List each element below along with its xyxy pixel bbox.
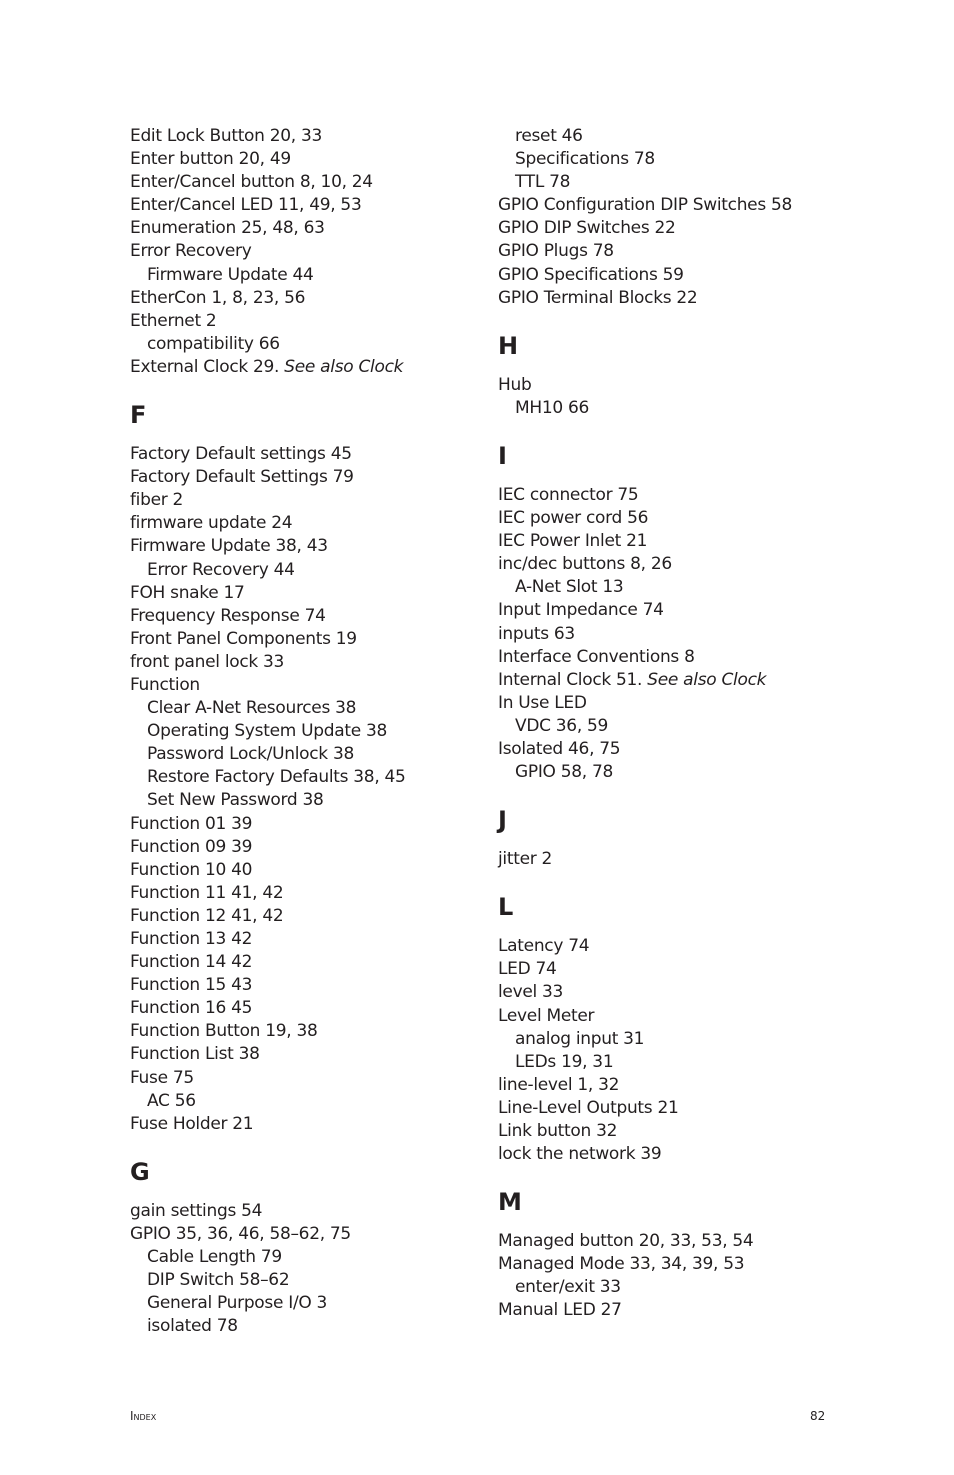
index-section-heading: J xyxy=(498,806,507,835)
entry-text: Input Impedance 74 xyxy=(498,600,664,621)
index-section-heading: H xyxy=(498,331,519,360)
entry-text: External Clock 29. xyxy=(130,356,285,377)
entry-text: GPIO DIP Switches 22 xyxy=(498,218,676,239)
index-entry xyxy=(130,974,460,997)
index-subentry xyxy=(498,761,918,784)
entry-text: Function 16 45 xyxy=(130,998,253,1019)
entry-text: GPIO Specifications 59 xyxy=(498,264,684,285)
entry-text: Internal Clock 51. xyxy=(498,669,648,690)
entry-text: Managed Mode 33, 34, 39, 53 xyxy=(498,1254,745,1275)
index-subentry xyxy=(130,1246,460,1269)
entry-text: AC 56 xyxy=(147,1090,196,1111)
index-entry xyxy=(130,466,460,489)
entry-text: Restore Factory Defaults 38, 45 xyxy=(147,767,406,788)
entry-text: Clear A-Net Resources 38 xyxy=(147,698,357,719)
index-entry xyxy=(130,674,460,697)
entry-text: compatibility 66 xyxy=(147,333,280,354)
entry-text: analog input 31 xyxy=(515,1028,645,1049)
index-entry xyxy=(130,148,460,171)
entry-text: Error Recovery 44 xyxy=(147,559,295,580)
index-subentry xyxy=(498,148,918,171)
index-section-heading: F xyxy=(130,401,147,430)
index-entry xyxy=(498,1253,918,1276)
index-section-heading: L xyxy=(498,893,514,922)
index-subentry xyxy=(130,766,460,789)
entry-text: lock the network 39 xyxy=(498,1144,662,1165)
index-entry xyxy=(130,605,460,628)
entry-text: Enter button 20, 49 xyxy=(130,149,291,170)
index-entry xyxy=(130,997,460,1020)
entry-text: Function 01 39 xyxy=(130,813,253,834)
index-entry xyxy=(498,1074,918,1097)
entry-text: Password Lock/Unlock 38 xyxy=(147,744,354,765)
index-subentry xyxy=(498,1028,918,1051)
index-subentry xyxy=(130,1269,460,1292)
index-section-heading: G xyxy=(130,1157,150,1186)
index-entry xyxy=(498,1299,918,1322)
entry-text: Error Recovery xyxy=(130,241,252,262)
entry-text: A-Net Slot 13 xyxy=(515,577,624,598)
index-entry xyxy=(498,264,918,287)
index-entry xyxy=(130,836,460,859)
index-entry xyxy=(498,194,918,217)
index-entry xyxy=(498,848,918,871)
index-entry xyxy=(130,489,460,512)
index-entry xyxy=(130,125,460,148)
footer-section-label: Index xyxy=(130,1409,157,1423)
entry-text: Function Button 19, 38 xyxy=(130,1021,318,1042)
index-entry xyxy=(498,1120,918,1143)
index-subentry xyxy=(498,171,918,194)
entry-text: Managed button 20, 33, 53, 54 xyxy=(498,1231,754,1252)
index-entry xyxy=(130,951,460,974)
index-entry xyxy=(498,217,918,240)
index-entry xyxy=(130,240,460,263)
index-entry xyxy=(130,905,460,928)
index-subentry xyxy=(130,264,460,287)
index-entry xyxy=(130,1020,460,1043)
index-entry xyxy=(498,553,918,576)
entry-text: inc/dec buttons 8, 26 xyxy=(498,554,672,575)
entry-text: isolated 78 xyxy=(147,1316,238,1337)
index-subentry xyxy=(498,576,918,599)
entry-text: Hub xyxy=(498,374,532,395)
entry-text: Specifications 78 xyxy=(515,149,655,170)
entry-text: EtherCon 1, 8, 23, 56 xyxy=(130,287,306,308)
entry-text: front panel lock 33 xyxy=(130,651,285,672)
index-subentry xyxy=(498,1276,918,1299)
entry-text: MH10 66 xyxy=(515,397,590,418)
index-entry xyxy=(498,1005,918,1028)
index-subentry xyxy=(130,1292,460,1315)
index-subentry xyxy=(130,1090,460,1113)
entry-text: General Purpose I/O 3 xyxy=(147,1293,328,1314)
index-entry xyxy=(498,981,918,1004)
entry-text: line-level 1, 32 xyxy=(498,1074,620,1095)
index-entry xyxy=(130,535,460,558)
entry-text: Isolated 46, 75 xyxy=(498,738,621,759)
entry-text: Edit Lock Button 20, 33 xyxy=(130,126,323,146)
index-subentry xyxy=(130,559,460,582)
index-entry xyxy=(130,1200,460,1223)
page-number: 82 xyxy=(810,1409,826,1423)
entry-text: Factory Default Settings 79 xyxy=(130,467,354,488)
entry-text: GPIO Plugs 78 xyxy=(498,241,614,262)
index-entry xyxy=(130,813,460,836)
entry-text: GPIO Terminal Blocks 22 xyxy=(498,287,698,308)
index-subentry xyxy=(130,1315,460,1338)
entry-text: IEC power cord 56 xyxy=(498,508,649,529)
entry-text: Enter/Cancel LED 11, 49, 53 xyxy=(130,195,362,216)
index-subentry xyxy=(130,720,460,743)
entry-text: Fuse 75 xyxy=(130,1067,194,1088)
see-also-reference: See also Clock xyxy=(647,669,767,690)
entry-text: Function 14 42 xyxy=(130,952,253,973)
index-entry xyxy=(498,958,918,981)
entry-text: FOH snake 17 xyxy=(130,582,245,603)
index-entry xyxy=(130,171,460,194)
entry-text: Line-Level Outputs 21 xyxy=(498,1097,679,1118)
index-column-left xyxy=(130,125,460,1338)
entry-text: TTL 78 xyxy=(515,172,571,193)
index-entry xyxy=(130,1067,460,1090)
entry-text: Ethernet 2 xyxy=(130,310,217,331)
entry-text: level 33 xyxy=(498,982,564,1003)
index-entry xyxy=(130,512,460,535)
entry-text: IEC connector 75 xyxy=(498,484,639,505)
index-entry xyxy=(130,928,460,951)
entry-text: GPIO Configuration DIP Switches 58 xyxy=(498,195,793,216)
index-section-heading: I xyxy=(498,441,507,470)
index-entry xyxy=(130,287,460,310)
index-entry xyxy=(130,859,460,882)
see-also-reference: See also Clock xyxy=(284,356,404,377)
entry-text: IEC Power Inlet 21 xyxy=(498,531,648,552)
entry-text: inputs 63 xyxy=(498,623,575,644)
entry-text: Function 12 41, 42 xyxy=(130,905,284,926)
index-subentry xyxy=(498,397,918,420)
index-subentry xyxy=(130,697,460,720)
index-entry xyxy=(130,582,460,605)
index-entry xyxy=(498,484,918,507)
entry-text: jitter 2 xyxy=(498,849,553,870)
entry-text: Level Meter xyxy=(498,1005,595,1026)
entry-text: Link button 32 xyxy=(498,1121,618,1141)
entry-text: Function List 38 xyxy=(130,1044,260,1065)
index-subentry xyxy=(498,1051,918,1074)
entry-text: Fuse Holder 21 xyxy=(130,1113,254,1134)
entry-text: Firmware Update 44 xyxy=(147,264,314,285)
entry-text: Function 11 41, 42 xyxy=(130,882,284,903)
index-entry xyxy=(498,1097,918,1120)
index-entry xyxy=(498,374,918,397)
index-entry xyxy=(498,1230,918,1253)
index-subentry xyxy=(498,715,918,738)
index-section-heading: M xyxy=(498,1188,522,1217)
entry-text: Enter/Cancel button 8, 10, 24 xyxy=(130,172,373,193)
index-entry xyxy=(498,738,918,761)
index-entry xyxy=(498,935,918,958)
entry-text: reset 46 xyxy=(515,126,583,146)
index-entry xyxy=(498,692,918,715)
index-entry xyxy=(130,194,460,217)
index-entry xyxy=(130,651,460,674)
entry-text: firmware update 24 xyxy=(130,513,293,534)
index-entry xyxy=(498,623,918,646)
entry-text: Firmware Update 38, 43 xyxy=(130,536,328,557)
entry-text: Enumeration 25, 48, 63 xyxy=(130,218,325,239)
index-entry xyxy=(498,240,918,263)
entry-text: Function 09 39 xyxy=(130,836,253,857)
entry-text: Function 10 40 xyxy=(130,859,253,880)
index-entry xyxy=(498,1143,918,1166)
entry-text: GPIO 35, 36, 46, 58–62, 75 xyxy=(130,1223,351,1244)
index-entry xyxy=(498,599,918,622)
index-subentry xyxy=(130,333,460,356)
index-entry xyxy=(130,1113,460,1136)
index-column-right xyxy=(498,125,918,1323)
entry-text: Function xyxy=(130,674,200,695)
index-subentry xyxy=(498,125,918,148)
entry-text: In Use LED xyxy=(498,692,587,713)
entry-text: Function 15 43 xyxy=(130,975,253,996)
index-entry xyxy=(498,530,918,553)
entry-text: Interface Conventions 8 xyxy=(498,646,695,667)
index-entry xyxy=(498,287,918,310)
index-entry xyxy=(130,1223,460,1246)
index-entry xyxy=(130,882,460,905)
entry-text: Factory Default settings 45 xyxy=(130,444,352,465)
entry-text: GPIO 58, 78 xyxy=(515,762,613,783)
index-entry xyxy=(498,507,918,530)
index-entry xyxy=(130,628,460,651)
entry-text: LEDs 19, 31 xyxy=(515,1051,614,1072)
entry-text: Front Panel Components 19 xyxy=(130,628,357,649)
entry-text: fiber 2 xyxy=(130,490,184,511)
index-subentry xyxy=(130,743,460,766)
entry-text: VDC 36, 59 xyxy=(515,715,609,736)
entry-text: LED 74 xyxy=(498,959,557,980)
entry-text: Manual LED 27 xyxy=(498,1300,622,1321)
index-entry xyxy=(498,646,918,669)
entry-text: Function 13 42 xyxy=(130,929,253,949)
index-subentry xyxy=(130,789,460,812)
entry-text: Frequency Response 74 xyxy=(130,605,326,626)
index-entry xyxy=(130,356,460,379)
index-entry xyxy=(498,669,918,692)
entry-text: DIP Switch 58–62 xyxy=(147,1270,290,1291)
entry-text: Latency 74 xyxy=(498,936,590,957)
entry-text: Cable Length 79 xyxy=(147,1247,282,1268)
entry-text: Operating System Update 38 xyxy=(147,721,387,742)
entry-text: enter/exit 33 xyxy=(515,1277,621,1298)
index-entry xyxy=(130,443,460,466)
entry-text: gain settings 54 xyxy=(130,1200,263,1221)
index-entry xyxy=(130,1043,460,1066)
entry-text: Set New Password 38 xyxy=(147,790,324,811)
index-entry xyxy=(130,217,460,240)
index-entry xyxy=(130,310,460,333)
